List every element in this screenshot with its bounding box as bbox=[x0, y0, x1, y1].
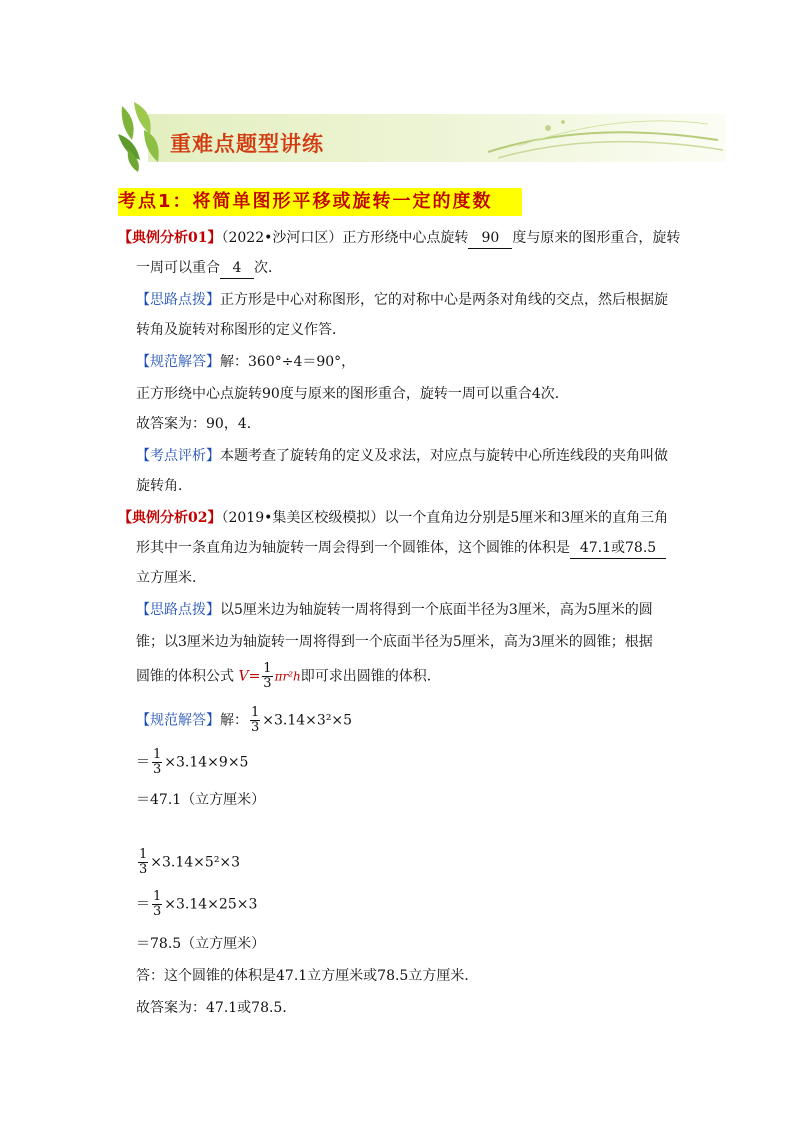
ex2-question-line2: 形其中一条直角边为轴旋转一周会得到一个圆锥体，这个圆锥的体积是 47.1或78.5 bbox=[136, 538, 666, 559]
ex2-hint-tag: 【思路点拨】 bbox=[136, 602, 220, 618]
ex1-question-line1: 【典例分析01】（2022•沙河口区）正方形绕中心点旋转 90 度与原来的图形重合，旋转 bbox=[118, 228, 680, 249]
ex2-tag: 【典例分析02】 bbox=[118, 510, 222, 526]
ex1-blank1: 90 bbox=[468, 228, 512, 249]
section-banner bbox=[118, 100, 726, 172]
fraction-one-third: $\frac{1}{3}$ bbox=[139, 847, 148, 877]
ex2-solution-line1: 【规范解答】解： $\frac{1}{3}$ ×3.14×3²×5 bbox=[136, 705, 353, 735]
fraction-one-third: $\frac{1}{3}$ bbox=[153, 889, 162, 919]
ex2-answer: 答：这个圆锥的体积是47.1立方厘米或78.5立方厘米． bbox=[136, 968, 479, 984]
formula-rest: πr²h bbox=[274, 669, 301, 684]
formula-v: V= bbox=[238, 668, 261, 685]
ex1-question-line2: 一周可以重合 4 次． bbox=[136, 258, 282, 279]
ex1-hint-tag: 【思路点拨】 bbox=[136, 292, 220, 308]
ex1-blank2: 4 bbox=[220, 258, 254, 279]
ex2-calc2-line2: ＝ $\frac{1}{3}$ ×3.14×25×3 bbox=[136, 889, 258, 919]
banner-title: 重难点题型讲练 bbox=[170, 132, 324, 156]
ex2-hint-line2: 锥；以3厘米边为轴旋转一周将得到一个底面半径为5厘米，高为3厘米的圆锥；根据 bbox=[136, 634, 653, 650]
ex2-calc2-line3: ＝78.5（立方厘米） bbox=[136, 936, 266, 952]
fraction-one-third: $\frac{1}{3}$ bbox=[263, 661, 272, 691]
ex2-blank: 47.1或78.5 bbox=[570, 538, 666, 559]
ex2-calc2-line1: $\frac{1}{3}$ ×3.14×5²×3 bbox=[139, 847, 241, 877]
ex1-solution-line3: 故答案为：90，4． bbox=[136, 416, 261, 432]
ex2-hint-line3: 圆锥的体积公式 V= $\frac{1}{3}$ πr²h即可求出圆锥的体积． bbox=[136, 661, 441, 691]
ex2-hint-line1: 【思路点拨】以5厘米边为轴旋转一周将得到一个底面半径为3厘米，高为5厘米的圆 bbox=[136, 602, 653, 618]
ex2-calc1-line2: ＝ $\frac{1}{3}$ ×3.14×9×5 bbox=[136, 747, 249, 777]
ex2-calc1-line3: ＝47.1（立方厘米） bbox=[136, 792, 266, 808]
ex2-question-line1: 【典例分析02】（2019•集美区校级模拟）以一个直角边分别是5厘米和3厘米的直角三角 bbox=[118, 510, 669, 526]
ex1-hint-line2: 转角及旋转对称图形的定义作答． bbox=[136, 322, 346, 338]
ex1-review-line1: 【考点评析】本题考查了旋转角的定义及求法，对应点与旋转中心所连线段的夹角叫做 bbox=[136, 448, 668, 464]
ex1-tag: 【典例分析01】 bbox=[118, 230, 222, 246]
fraction-one-third: $\frac{1}{3}$ bbox=[153, 747, 162, 777]
ex2-final-answer: 故答案为：47.1或78.5． bbox=[136, 1000, 297, 1016]
ex2-question-line3: 立方厘米． bbox=[136, 570, 206, 586]
ex1-solution-line2: 正方形绕中心点旋转90度与原来的图形重合，旋转一周可以重合4次． bbox=[136, 386, 569, 402]
ex1-solution-line1: 【规范解答】解：360°÷4＝90°， bbox=[136, 354, 356, 370]
fraction-one-third: $\frac{1}{3}$ bbox=[251, 705, 260, 735]
ex2-solution-tag: 【规范解答】 bbox=[136, 712, 220, 729]
ex1-hint-line1: 【思路点拨】正方形是中心对称图形，它的对称中心是两条对角线的交点，然后根据旋 bbox=[136, 292, 668, 308]
ex1-solution-tag: 【规范解答】 bbox=[136, 354, 220, 370]
ex1-review-tag: 【考点评析】 bbox=[136, 448, 220, 464]
ex1-review-line2: 旋转角． bbox=[136, 478, 192, 494]
topic-heading: 考点1：将简单图形平移或旋转一定的度数 bbox=[118, 188, 522, 216]
